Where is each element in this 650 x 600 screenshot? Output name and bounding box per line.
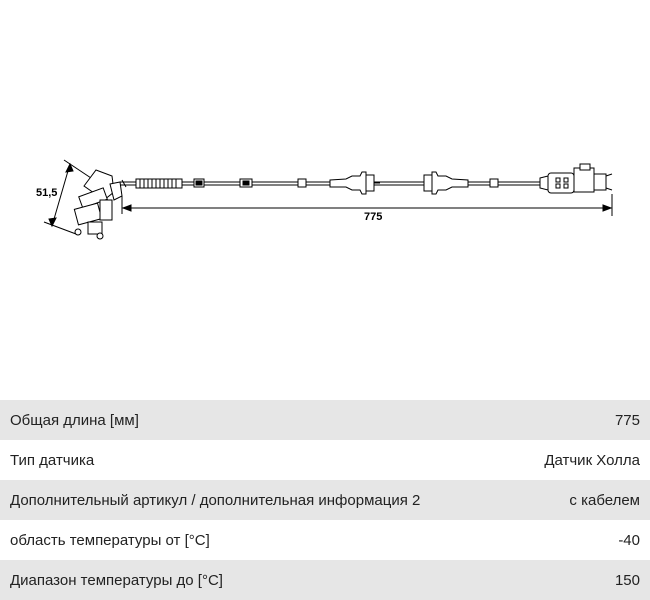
length-dimension-label: 775 (364, 211, 383, 223)
spec-table (0, 400, 650, 600)
spec-label: Дополнительный артикул / дополнительная информация 2 (10, 491, 421, 509)
sensor-head (74, 170, 122, 239)
grommet-2 (424, 172, 498, 194)
spec-row-total-length (0, 400, 650, 440)
cable-sleeve (136, 179, 182, 188)
spec-row-temp-from (0, 520, 650, 560)
spec-label: Тип датчика (10, 451, 95, 469)
connector (540, 164, 612, 193)
spec-row-sensor-type (0, 440, 650, 480)
height-dimension-label: 51,5 (36, 187, 58, 199)
grommet-1 (330, 172, 380, 194)
spec-row-additional-info (0, 480, 650, 520)
spec-value: 150 (614, 571, 640, 589)
spec-label: Диапазон температуры до [°C] (10, 571, 223, 589)
spec-label: область температуры от [°C] (10, 531, 210, 549)
spec-value: с кабелем (569, 491, 640, 509)
spec-value: -40 (618, 531, 640, 549)
spec-row-temp-to (0, 560, 650, 600)
spec-value: Датчик Холла (544, 451, 640, 469)
cable-clips (194, 179, 306, 187)
spec-label: Общая длина [мм] (10, 411, 139, 429)
spec-value: 775 (614, 411, 640, 429)
